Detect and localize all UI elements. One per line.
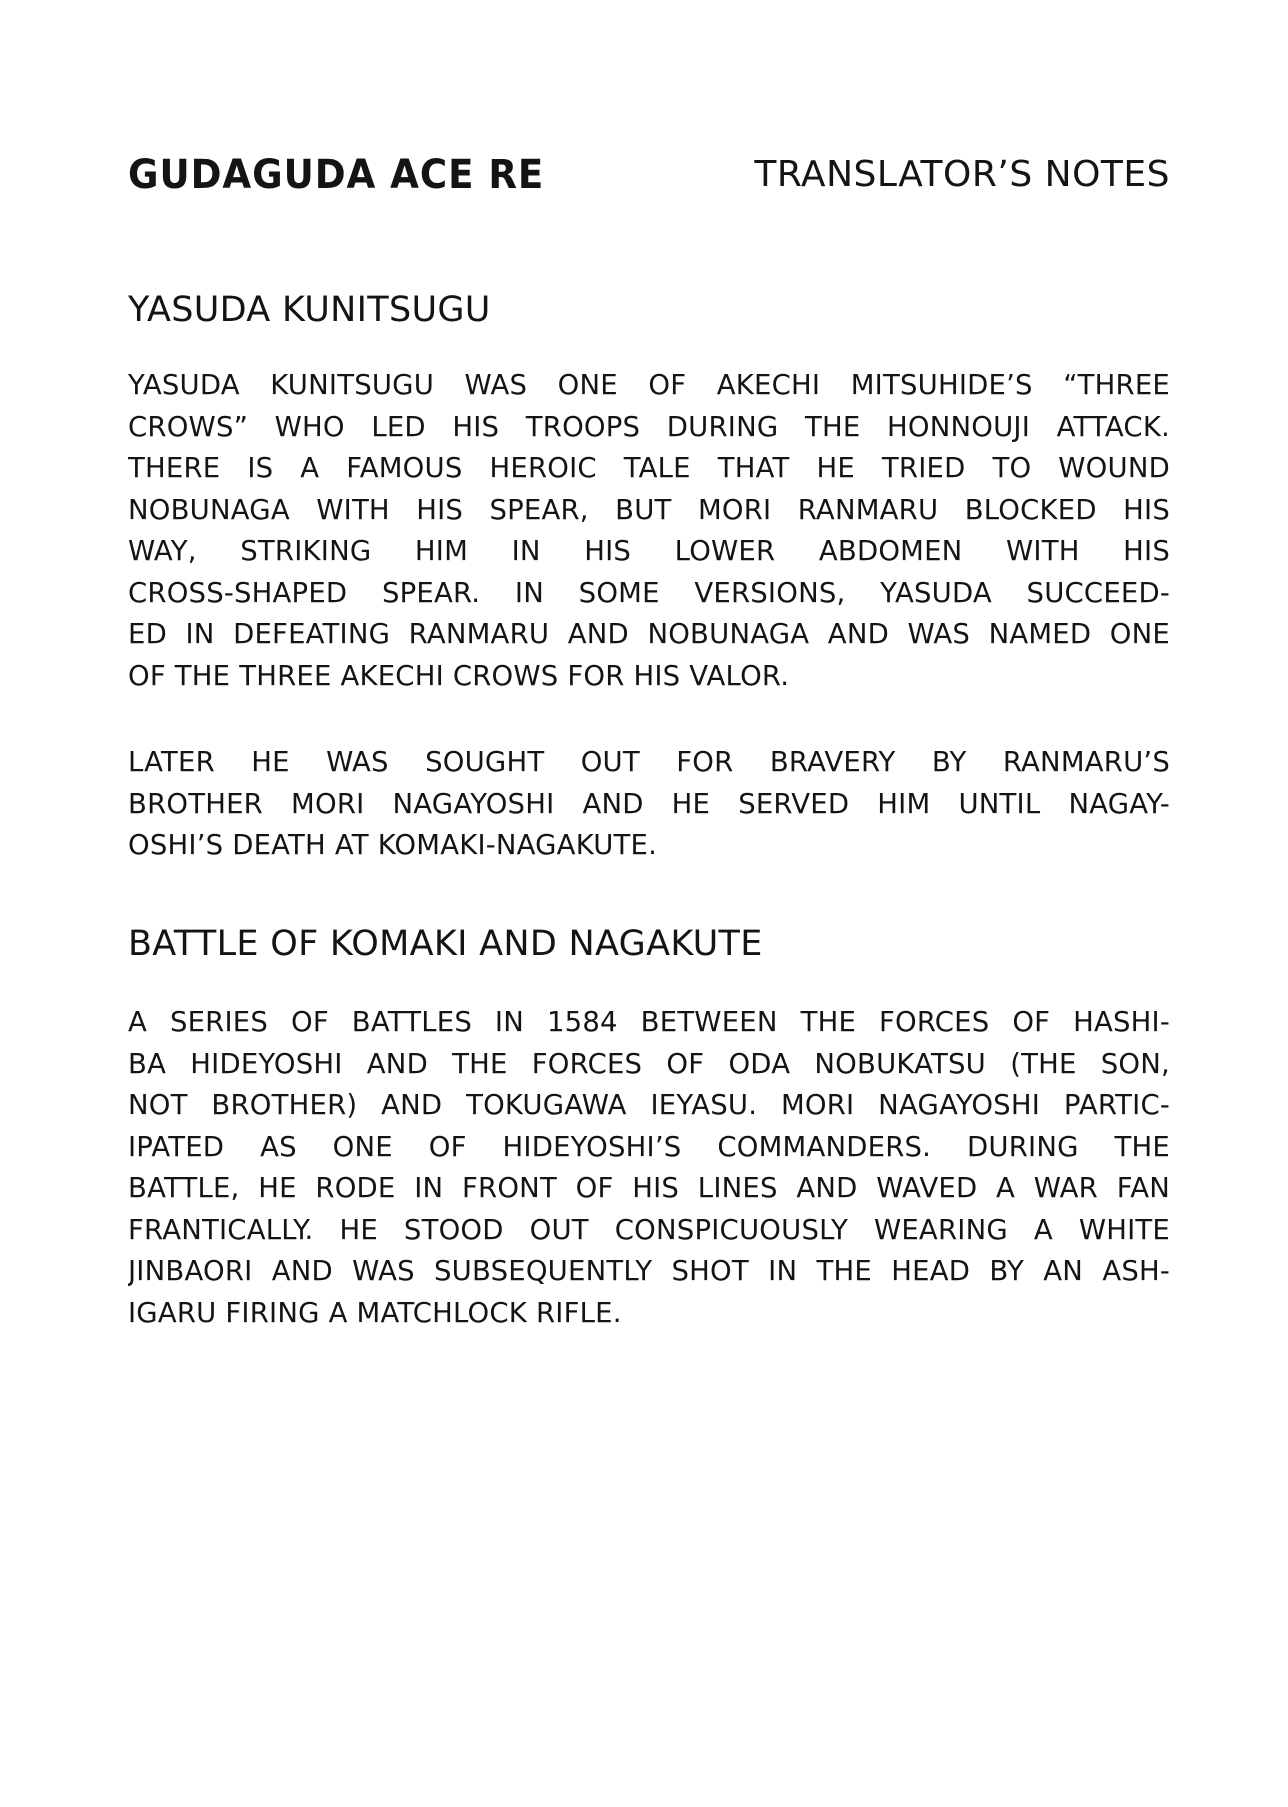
text-line: CROSS-SHAPED SPEAR. IN SOME VERSIONS, YASUDA SUCCEED-	[128, 576, 1170, 609]
text-line: LATER HE WAS SOUGHT OUT FOR BRAVERY BY RANMARU’S	[128, 746, 1170, 778]
series-logo: GUDAGUDA ACE RE	[128, 152, 545, 198]
text-line: IGARU FIRING A MATCHLOCK RIFLE.	[128, 1296, 622, 1329]
text-line: JINBAORI AND WAS SUBSEQUENTLY SHOT IN THE HEAD BY AN ASH-	[128, 1255, 1170, 1287]
paragraph	[128, 742, 1170, 867]
section-heading: YASUDA KUNITSUGU	[128, 290, 491, 330]
text-line: NOBUNAGA WITH HIS SPEAR, BUT MORI RANMARU BLOCKED HIS	[128, 493, 1170, 526]
section-heading: BATTLE OF KOMAKI AND NAGAKUTE	[128, 924, 763, 964]
text-line: A SERIES OF BATTLES IN 1584 BETWEEN THE FORCES OF HASHI-	[128, 1006, 1170, 1038]
paragraph	[128, 365, 1170, 697]
text-line: THERE IS A FAMOUS HEROIC TALE THAT HE TRIED TO WOUND	[128, 452, 1170, 484]
page-header	[128, 150, 1170, 200]
section-battle-of-komaki-and-nagakute	[128, 922, 1170, 1334]
text-line: YASUDA KUNITSUGU WAS ONE OF AKECHI MITSUHIDE’S “THREE	[128, 369, 1170, 401]
text-line: BA HIDEYOSHI AND THE FORCES OF ODA NOBUKATSU (THE SON,	[128, 1047, 1170, 1080]
text-line: NOT BROTHER) AND TOKUGAWA IEYASU. MORI NAGAYOSHI PARTIC-	[128, 1089, 1170, 1121]
section-yasuda-kunitsugu	[128, 288, 1170, 867]
text-line: CROWS” WHO LED HIS TROOPS DURING THE HONNOUJI ATTACK.	[128, 410, 1170, 443]
page-title: TRANSLATOR’S NOTES	[754, 154, 1170, 195]
text-line: BATTLE, HE RODE IN FRONT OF HIS LINES AND WAVED A WAR FAN	[128, 1172, 1170, 1204]
text-line: IPATED AS ONE OF HIDEYOSHI’S COMMANDERS. DURING THE	[128, 1130, 1170, 1163]
text-line: FRANTICALLY. HE STOOD OUT CONSPICUOUSLY WEARING A WHITE	[128, 1213, 1170, 1246]
text-line: OF THE THREE AKECHI CROWS FOR HIS VALOR.	[128, 659, 790, 692]
paragraph	[128, 1002, 1170, 1334]
text-line: WAY, STRIKING HIM IN HIS LOWER ABDOMEN WITH HIS	[128, 535, 1170, 567]
text-line: OSHI’S DEATH AT KOMAKI-NAGAKUTE.	[128, 829, 658, 861]
text-line: ED IN DEFEATING RANMARU AND NOBUNAGA AND WAS NAMED ONE	[128, 618, 1170, 650]
text-line: BROTHER MORI NAGAYOSHI AND HE SERVED HIM UNTIL NAGAY-	[128, 787, 1170, 820]
